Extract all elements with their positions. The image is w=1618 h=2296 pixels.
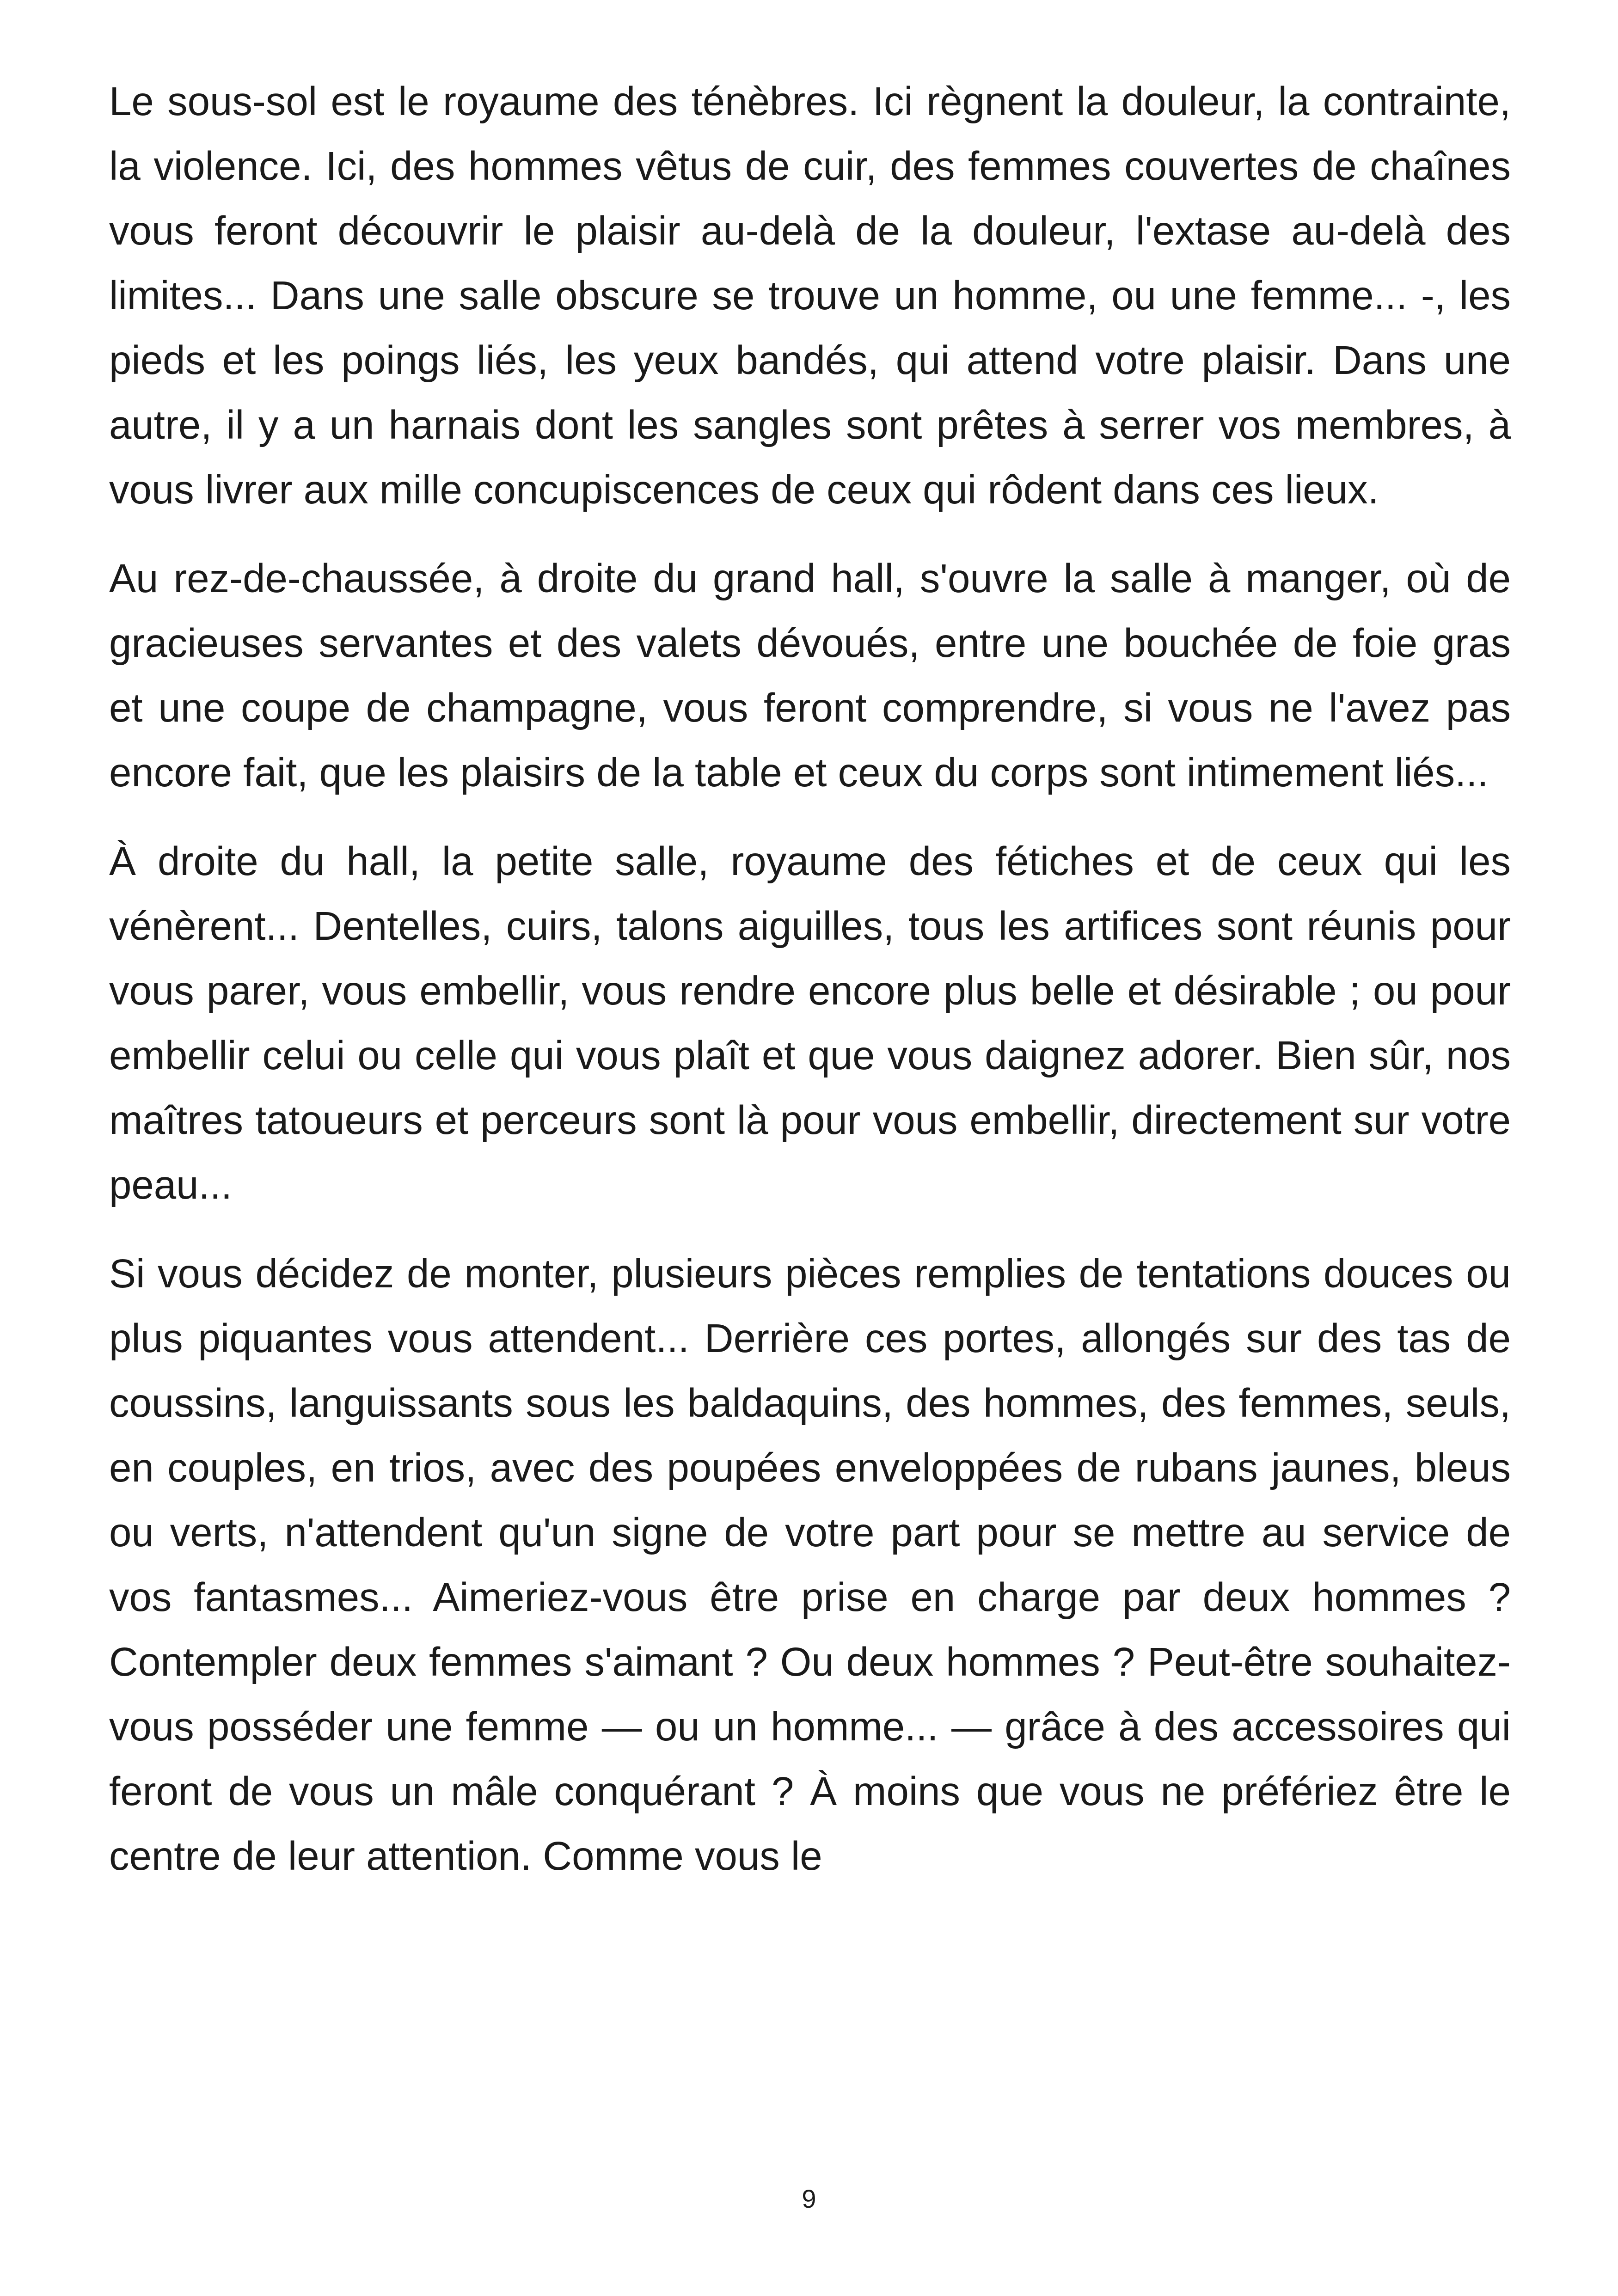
body-text xyxy=(109,69,1511,1913)
paragraph-small-room: À droite du hall, la petite salle, royaume des fétiches et de ceux qui les vénèrent... Dentelles, cuirs, talons aiguilles, tous les artifices sont réunis pour vous parer, vous embellir, vous rendre encore plus belle et désirable ; ou pour embellir celui ou celle qui vous plaît et que vous daignez adorer. Bien sûr, nos maîtres tatoueurs et perceurs sont là pour vous embellir, directement sur votre peau... xyxy=(109,839,1511,1207)
page-number: 9 xyxy=(802,2184,816,2213)
paragraph-ground-floor: Au rez-de-chaussée, à droite du grand hall, s'ouvre la salle à manger, où de gracieuses servantes et des valets dévoués, entre une bouchée de foie gras et une coupe de champagne, vous feront comprendre, si vous ne l'avez pas encore fait, que les plaisirs de la table et ceux du corps sont intimement liés... xyxy=(109,556,1511,795)
paragraph-basement: Le sous-sol est le royaume des ténèbres. Ici règnent la douleur, la contrainte, la violence. Ici, des hommes vêtus de cuir, des femmes couvertes de chaînes vous feront découvrir le plaisir au-delà de la douleur, l'extase au-delà des limites... Dans une salle obscure se trouve un homme, ou une femme... -, les pieds et les poings liés, les yeux bandés, qui attend votre plaisir. Dans une autre, il y a un harnais dont les sangles sont prêtes à serrer vos membres, à vous livrer aux mille concupiscences de ceux qui rôdent dans ces lieux. xyxy=(109,79,1511,512)
paragraph-upstairs: Si vous décidez de monter, plusieurs pièces remplies de tentations douces ou plus piquantes vous attendent... Derrière ces portes, allongés sur des tas de coussins, languissants sous les baldaquins, des hommes, des femmes, seuls, en couples, en trios, avec des poupées enveloppées de rubans jaunes, bleus ou verts, n'attendent qu'un signe de votre part pour se mettre au service de vos fantasmes... Aimeriez-vous être prise en charge par deux hommes ? Contempler deux femmes s'aimant ? Ou deux hommes ? Peut-être souhaitez-vous posséder une femme — ou un homme... — grâce à des accessoires qui feront de vous un mâle conquérant ? À moins que vous ne préfériez être le centre de leur attention. Comme vous le xyxy=(109,1251,1511,1879)
